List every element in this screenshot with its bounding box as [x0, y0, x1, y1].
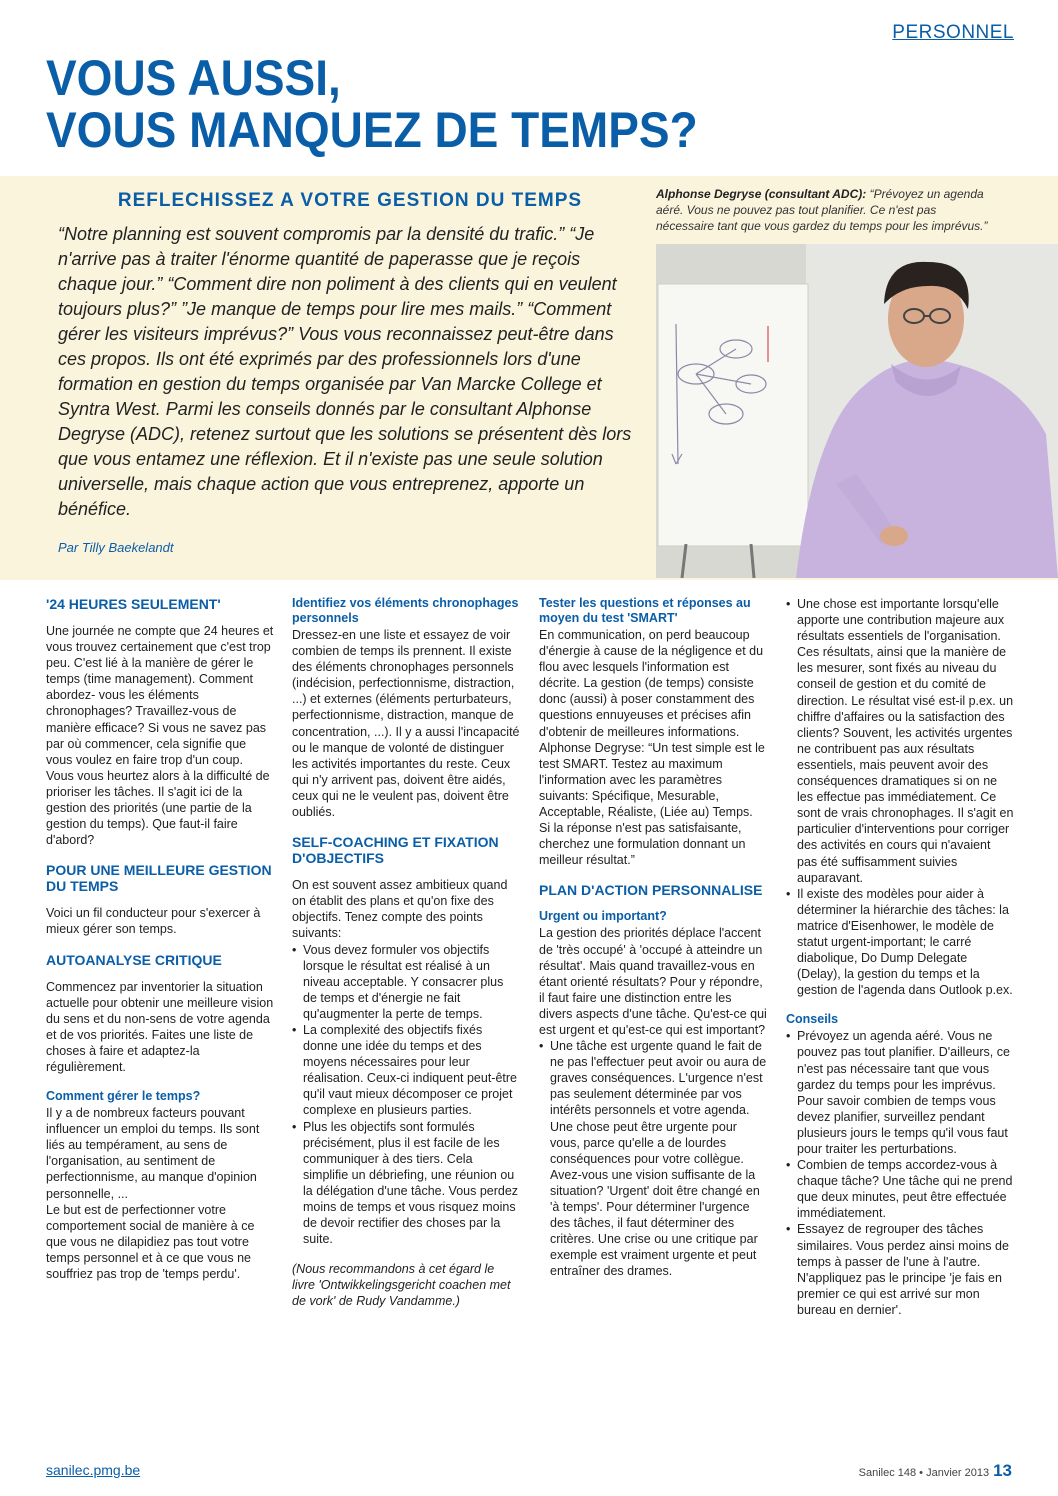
list-item: • Plus les objectifs sont formulés précisément, plus il est facile de les communiquer à des tiers. Cela simplifie un débriefing, une réunion ou la délégation d'une tâche. Vous perdez moins de temps et vous risquez moins de devoir rectifier des choses par la suite.	[292, 1119, 519, 1247]
book-recommendation: (Nous recommandons à cet égard le livre 'Ontwikkelingsgericht coachen met de vork' de Rudy Vandamme.)	[292, 1262, 511, 1309]
column-1	[46, 596, 274, 1282]
heading-self-coaching: SELF-COACHING ET FIXATION D'OBJECTIFS	[292, 834, 499, 867]
consultant-photo	[656, 244, 1058, 578]
list-item: • Il existe des modèles pour aider à déterminer la hiérarchie des tâches: la matrice d'Eisenhower, le modèle de statut urgent-important; le carré diabolique, Do Dump Delegate (Delay), la gestion du temps et la gestion de l'agenda dans Outlook p.ex.	[786, 886, 1013, 998]
list-item: • Prévoyez un agenda aéré. Vous ne pouvez pas tout planifier. D'ailleurs, ce n'est pas nécessaire tant que vous gardez du temps pour les imprévus. Pour savoir combien de temps vous devez planifier, surveillez pendant plusieurs jours le temps qu'il vous faut pour traiter les perturbations.	[786, 1029, 1010, 1156]
footer-site-link[interactable]: sanilec.pmg.be	[46, 1462, 141, 1478]
footer-issue	[859, 1461, 1012, 1481]
paragraph-chronophages: Dressez-en une liste et essayez de voir combien de temps ils prennent. Il existe des éléments chronophages personnels (indécision, perfectionnisme, distraction, ...) et externes (éléments perturbateurs, perfectionnisme, distraction, manque de concentration, ...). Il y a aussi l'incapacité ou le manque de volonté de distinguer les activités importantes du reste. Ceux qui n'y arrivent pas, doivent être aidés, ceux qui ne le veulent pas, doivent être oubliés.	[292, 628, 520, 820]
paragraph-comment-gerer-2: Le but est de perfectionner votre comportement social de manière à ce que vous ne dilapidiez pas tout votre temps personnel et à ce que vous ne souffriez pas trop de 'temps perdu'.	[46, 1202, 255, 1281]
column-2	[292, 596, 520, 1310]
paragraph-comment-gerer-1: Il y a de nombreux facteurs pouvant influencer un emploi du temps. Ils sont liés au tempérament, au sens de l'organisation, au sentiment de perfectionnisme, au manque d'opinion personnelle, ...	[46, 1106, 260, 1201]
column-3	[539, 596, 767, 1279]
heading-autoanalyse: AUTOANALYSE CRITIQUE	[46, 951, 222, 968]
section-tag[interactable]: PERSONNEL	[892, 22, 1014, 43]
list-item: • Essayez de regrouper des tâches similaires. Vous perdez ainsi moins de temps à passer de l'une à l'autre. N'appliquez pas le principe 'je fais en premier ce qui est arrivé sur mon bureau en dernier'.	[786, 1222, 1009, 1317]
paragraph-autoanalyse: Commencez par inventorier la situation actuelle pour obtenir une meilleure vision du sens et du non-sens de votre agenda et de vos priorités. Faites une liste de choses à faire et adaptez-la régulièrement.	[46, 979, 274, 1074]
heading-meilleure-gestion: POUR UNE MEILLEURE GESTION DU TEMPS	[46, 862, 272, 895]
issue-label: Sanilec 148 • Janvier 2013	[858, 1467, 990, 1479]
intro-text: “Notre planning est souvent compromis par la densité du trafic.” “Je n'arrive pas à traiter l'énorme quantité de paperasse que je reçois chaque jour.” “Comment dire non poliment à des clients qui en veulent toujours plus?” ”Je manque de temps pour lire mes mails.” “Comment gérer les visiteurs imprévus?” Vous vous reconnaissez peut-être dans ces propos. Ils ont été exprimés par des professionnels lors d'une formation en gestion du temps organisée par Van Marcke College et Syntra West. Parmi les conseils donnés par le consultant Alphonse Degryse (ADC), retenez surtout que les solutions se présentent dès lors que vous entamez une réflexion. Et il n'existe pas une seule solution universelle, mais chaque action que vous entreprenez, apporte un bénéfice.	[58, 224, 632, 519]
paragraph-self-coaching: On est souvent assez ambitieux quand on établit des plans et qu'on fixe des objectifs. Tenez compte des points suivants:	[292, 878, 508, 941]
heading-urgent-important: Urgent ou important?	[539, 909, 667, 924]
column-4	[786, 596, 1014, 1318]
page-title-line-1: VOUS AUSSI,	[46, 50, 341, 106]
caption-name: Alphonse Degryse (consultant ADC):	[656, 187, 867, 201]
list-item: • Une tâche est urgente quand le fait de ne pas l'effectuer peut avoir ou aura de graves conséquences. L'urgence n'est pas seulement déterminée par vos intérêts personnels et votre agenda. Une chose peut être urgente pour vous, parce qu'elle a de lourdes conséquences pour votre collègue. Avez-vous une vision suffisante de la situation? 'Urgent' doit être changé en 'à temps'. Pour déterminer l'urgence des tâches, il faut déterminer des critères. Une crise ou une critique par exemple est vraiment urgente et peut entraîner des drames.	[539, 1039, 767, 1279]
consultant-illustration	[656, 244, 1058, 578]
photo-caption	[656, 186, 996, 234]
paragraph-24-heures: Une journée ne compte que 24 heures et vous trouvez certainement que c'est trop peu. C'est lié à la manière de gérer le temps (time management). Comment abordez- vous les éléments chronophages? Travaillez-vous de manière efficace? Si vous ne savez pas par où commencer, cela signifie que vous voulez en faire trop d'un coup. Vous vous heurtez alors à la difficulté de prioriser les tâches. Il s'agit ici de la gestion des priorités (une partie de la gestion du temps). Que faut-il faire d'abord?	[46, 624, 274, 848]
heading-24-heures: '24 HEURES SEULEMENT'	[46, 596, 221, 612]
paragraph-urgent-important: La gestion des priorités déplace l'accent de 'très occupé' à 'occupé à atteindre un résultat'. Mais quand travaillez-vous en étant orienté résultats? Pour y répondre, il faut faire une distinction entre les divers aspects d'une tâche. Qu'est-ce qui est urgent et qu'est-ce qui est important?	[539, 926, 767, 1037]
heading-comment-gerer: Comment gérer le temps?	[46, 1089, 201, 1104]
byline: Par Tilly Baekelandt	[58, 540, 174, 555]
list-item: • Une chose est importante lorsqu'elle apporte une contribution majeure aux résultats essentiels de l'organisation. Ces résultats, ainsi que la manière de les mesurer, sont fixés au niveau du conseil de gestion et du comité de direction. Le résultat visé est-il p.ex. un chiffre d'affaires ou la satisfaction des clients? Souvent, les activités urgentes ne contribuent pas aux résultats essentiels, mais peuvent avoir des conséquences dramatiques si on ne les effectue pas immédiatement. Ce sont de vrais chronophages. Il s'agit en particulier d'interventions pour corriger des activités en cours qui n'avaient pas été suffisamment suivies auparavant.	[786, 597, 1014, 885]
intro-heading: REFLECHISSEZ A VOTRE GESTION DU TEMPS	[117, 190, 583, 211]
page-number: 13	[993, 1461, 1012, 1480]
list-item: • Combien de temps accordez-vous à chaque tâche? Une tâche qui ne prend que deux minutes, peut être effectuée immédiatement.	[786, 1158, 1013, 1221]
paragraph-meilleure-gestion: Voici un fil conducteur pour s'exercer à mieux gérer son temps.	[46, 906, 261, 937]
heading-plan-action: PLAN D'ACTION PERSONNALISE	[539, 882, 763, 899]
heading-chronophages: Identifiez vos éléments chronophages personnels	[292, 596, 519, 625]
list-item: • La complexité des objectifs fixés donne une idée du temps et des moyens nécessaires pour leur réalisation. Ceux-ci indiquent peut-être qu'il vaut mieux décomposer ce projet complexe en plusieurs parties.	[292, 1022, 518, 1118]
page-title	[46, 52, 745, 156]
heading-conseils: Conseils	[786, 1012, 839, 1027]
heading-smart: Tester les questions et réponses au moyen du test 'SMART'	[539, 596, 751, 625]
page-title-line-2: VOUS MANQUEZ DE TEMPS?	[46, 102, 698, 158]
paragraph-smart: En communication, on perd beaucoup d'énergie à cause de la négligence et du flou avec lesquels l'information est décrite. La gestion (de temps) consiste donc (aussi) à poser constamment des questions ennuyeuses et précises afin d'obtenir de meilleures informations. Alphonse Degryse: “Un test simple est le test SMART. Testez au maximum l'information avec les paramètres suivants: Spécifique, Mesurable, Acceptable, Réaliste, (Liée au) Temps. Si la réponse n'est pas satisfaisante, cherchez une formulation donnant un meilleur résultat.”	[539, 628, 765, 868]
list-item: • Vous devez formuler vos objectifs lorsque le résultat est réalisé à un niveau acceptable. Y consacrer plus de temps et d'énergie ne fait qu'augmenter la perte de temps.	[292, 942, 504, 1021]
caption-quote: “Prévoyez un agenda aéré. Vous ne pouvez pas tout planifier. Ce n'est pas nécessaire tant que vous gardez du temps pour les imprévus.”	[656, 187, 988, 233]
